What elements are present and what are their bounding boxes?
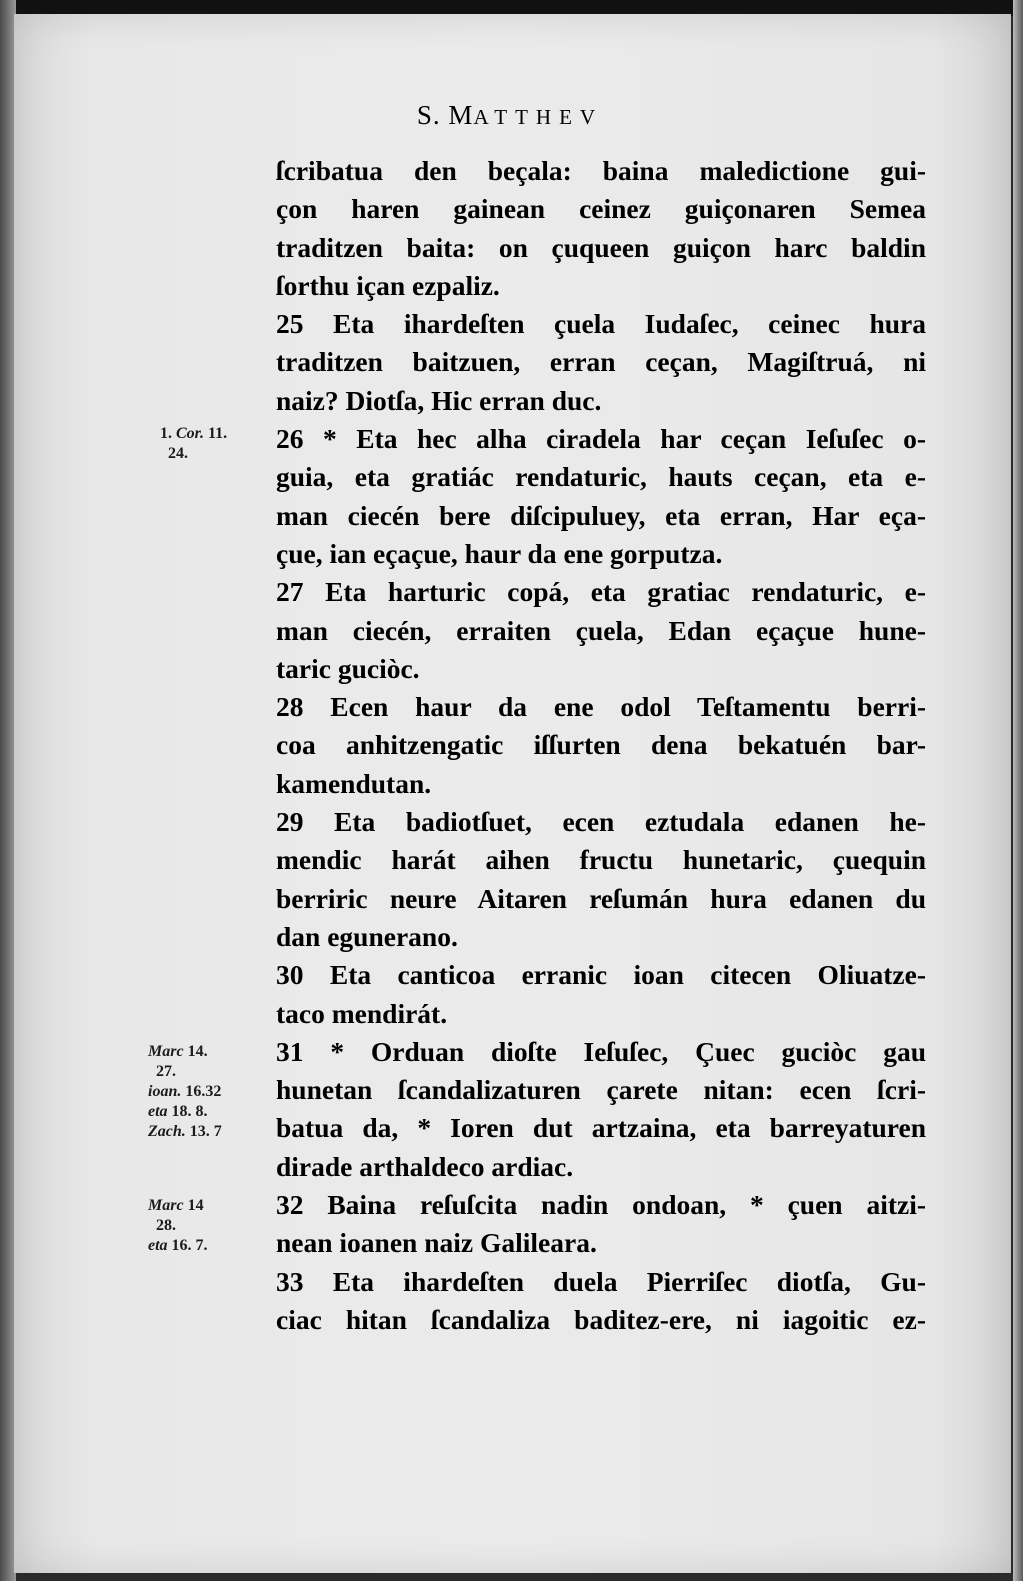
- text-line: naiz? Diotſa, Hic erran duc.: [276, 384, 602, 416]
- margin-ref-verse: 24.: [168, 445, 188, 462]
- text-line: ſorthu içan ezpaliz.: [276, 269, 500, 301]
- text-line: 27 Eta harturic copá, eta gratiac rendaturic, e-: [276, 576, 926, 608]
- text-line: traditzen baitzuen, erran ceçan, Magiſtruá, ni: [276, 346, 926, 378]
- text-line: hunetan ſcandalizaturen çarete nitan: ecen ſcri-: [276, 1074, 926, 1106]
- margin-ref-book: ioan.: [148, 1083, 182, 1100]
- text-line: ſcribatua den beçala: baina maledictione gui-: [276, 155, 926, 186]
- margin-ref-verse: 27.: [156, 1063, 176, 1080]
- text-line: kamendutan.: [276, 767, 432, 799]
- running-title-initial: S. M: [416, 100, 474, 130]
- text-line: taco mendirát.: [276, 997, 448, 1029]
- running-title: [0, 100, 1020, 131]
- text-line: 32 Baina reſuſcita nadin ondoan, * çuen aitzi-: [276, 1189, 926, 1221]
- margin-ref-corinthians: [160, 424, 227, 464]
- text-line: çue, ian eçaçue, haur da ene gorputza.: [276, 537, 723, 569]
- text-line: dan egunerano.: [276, 920, 458, 952]
- text-line: 33 Eta ihardeſten duela Pierriſec diotſa, Gu-: [276, 1265, 926, 1297]
- margin-ref-chapter: 18. 8.: [171, 1103, 208, 1120]
- margin-ref-book: Marc: [148, 1043, 184, 1060]
- margin-ref-chapter: 16.32: [185, 1083, 222, 1100]
- margin-ref-block-32: [148, 1196, 208, 1256]
- margin-ref-book: eta: [148, 1103, 168, 1120]
- margin-ref-verse: 28.: [156, 1217, 176, 1234]
- text-line: 30 Eta canticoa erranic ioan citecen Oliuatze-: [276, 959, 926, 991]
- text-line: 26 * Eta hec alha ciradela har ceçan Ieſuſec o-: [276, 423, 926, 455]
- running-title-rest: ATTHEV: [473, 105, 604, 129]
- margin-ref-chapter: 16. 7.: [171, 1237, 208, 1254]
- text-line: berriric neure Aitaren reſumán hura edanen du: [276, 882, 926, 914]
- text-line: man ciecén, erraiten çuela, Edan eçaçue hune-: [276, 614, 926, 646]
- text-line: çon haren gainean ceinez guiçonaren Semea: [276, 193, 926, 225]
- margin-ref-chapter: 13. 7: [189, 1123, 222, 1140]
- margin-ref-num: 1.: [160, 425, 172, 442]
- text-line: coa anhitzengatic iſſurten dena bekatuén bar-: [276, 729, 926, 761]
- text-line: guia, eta gratiác rendaturic, hauts ceçan, eta e-: [276, 461, 926, 493]
- text-line: ciac hitan ſcandaliza baditez-ere, ni iagoitic ez-: [276, 1303, 926, 1335]
- text-line: 29 Eta badiotſuet, ecen eztudala edanen he-: [276, 806, 926, 838]
- text-line: 25 Eta ihardeſten çuela Iudaſec, ceinec hura: [276, 308, 926, 340]
- text-line: 31 * Orduan dioſte Ieſuſec, Çuec guciòc gau: [276, 1035, 926, 1067]
- margin-ref-chapter: 14: [187, 1197, 204, 1214]
- text-line: man ciecén bere diſcipuluey, eta erran, Har eça-: [276, 499, 926, 531]
- margin-ref-book: Zach.: [148, 1123, 186, 1140]
- text-line: 28 Ecen haur da ene odol Teſtamentu berri-: [276, 691, 926, 723]
- text-line: traditzen baita: on çuqueen guiçon harc baldin: [276, 231, 926, 263]
- margin-ref-chapter: 11.: [208, 425, 228, 442]
- verse-text-block: [276, 152, 926, 1339]
- text-line: batua da, * Ioren dut artzaina, eta barreyaturen: [276, 1112, 926, 1144]
- margin-ref-chapter: 14.: [187, 1043, 208, 1060]
- margin-ref-book: Marc: [148, 1197, 184, 1214]
- scan-right-edge: [1013, 0, 1023, 1581]
- text-line: mendic harát aihen fructu hunetaric, çuequin: [276, 844, 926, 876]
- margin-ref-block-31: [148, 1042, 222, 1142]
- margin-ref-book: Cor.: [176, 425, 205, 442]
- text-line: nean ioanen naiz Galileara.: [276, 1227, 597, 1259]
- text-line: taric guciòc.: [276, 652, 420, 684]
- margin-ref-book: eta: [148, 1237, 168, 1254]
- text-line: dirade arthaldeco ardiac.: [276, 1150, 574, 1182]
